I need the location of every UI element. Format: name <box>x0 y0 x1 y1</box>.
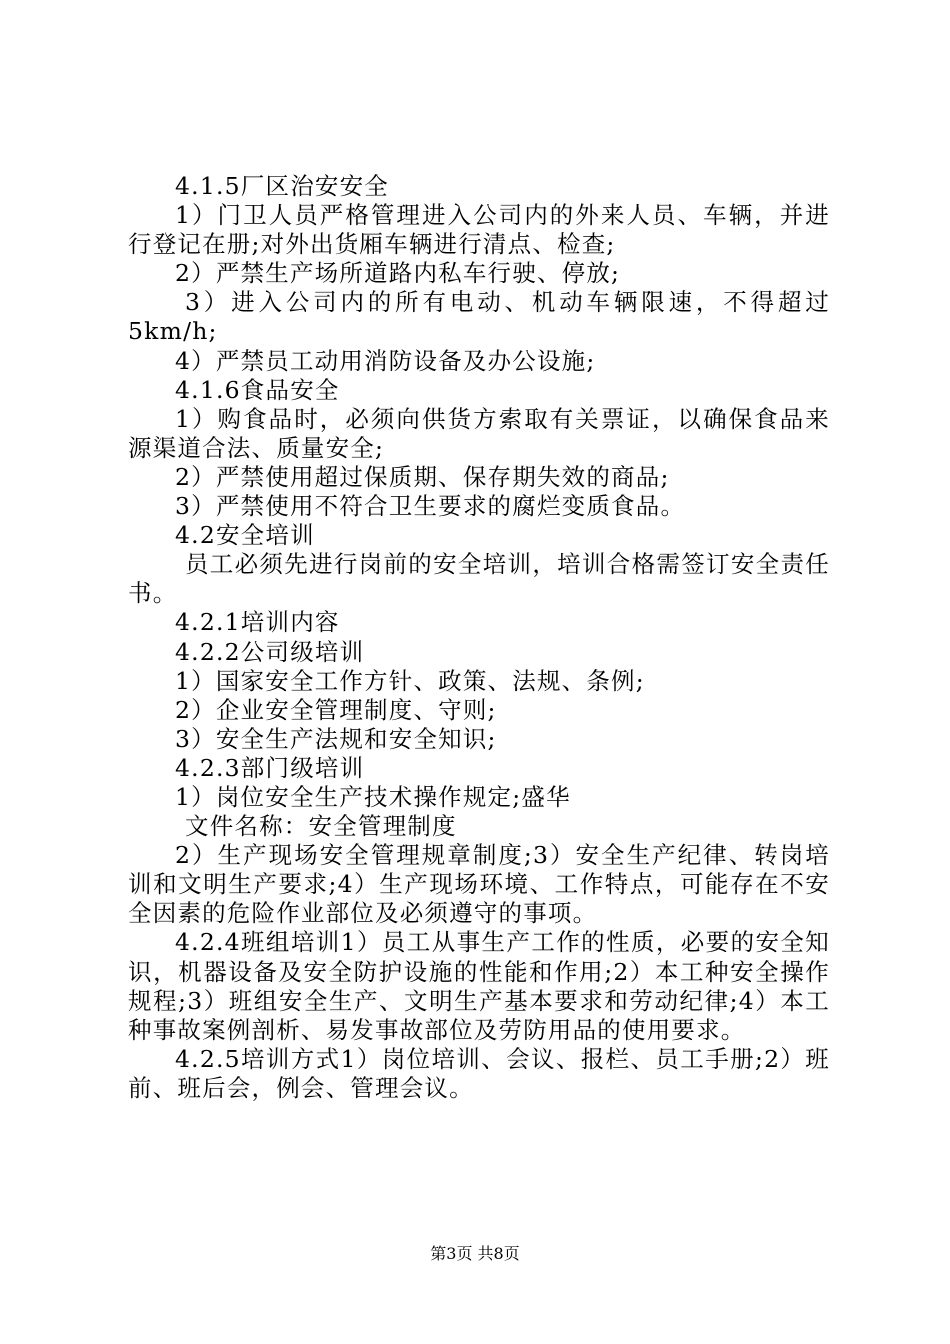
section-heading: 4.2.2公司级培训 <box>175 637 365 666</box>
paragraph: 4.2.5培训方式1）岗位培训、会议、报栏、员工手册;2）班前、班后会，例会、管理会议。 <box>128 1044 830 1102</box>
paragraph: 2）严禁生产场所道路内私车行驶、停放; <box>175 259 621 288</box>
paragraph: 3）进入公司内的所有电动、机动车辆限速，不得超过5km/h; <box>128 288 830 346</box>
paragraph: 1）国家安全工作方针、政策、法规、条例; <box>175 666 645 695</box>
paragraph: 2）严禁使用超过保质期、保存期失效的商品; <box>175 462 670 491</box>
paragraph: 1）购食品时，必须向供货方索取有关票证，以确保食品来源渠道合法、质量安全; <box>128 404 830 462</box>
paragraph: 3）安全生产法规和安全知识; <box>175 724 497 753</box>
document-body <box>128 172 830 1103</box>
paragraph: 3）严禁使用不符合卫生要求的腐烂变质食品。 <box>175 492 686 521</box>
paragraph: 4）严禁员工动用消防设备及办公设施; <box>175 346 596 375</box>
section-heading: 4.1.5厂区治安安全 <box>175 172 389 200</box>
paragraph: 2）生产现场安全管理规章制度;3）安全生产纪律、转岗培训和文明生产要求;4）生产现场环境、工作特点，可能存在不安全因素的危险作业部位及必须遵守的事项。 <box>128 841 830 928</box>
page-number: 第3页 共8页 <box>430 1244 520 1263</box>
section-heading: 4.2.1培训内容 <box>175 608 340 637</box>
paragraph: 2）企业安全管理制度、守则; <box>175 695 497 724</box>
paragraph: 1）岗位安全生产技术操作规定;盛华 <box>175 782 571 811</box>
paragraph: 员工必须先进行岗前的安全培训，培训合格需签订安全责任书。 <box>128 550 830 608</box>
section-heading: 4.2安全培训 <box>175 521 315 550</box>
paragraph: 1）门卫人员严格管理进入公司内的外来人员、车辆，并进行登记在册;对外出货厢车辆进行清点、检查; <box>128 201 830 259</box>
paragraph: 文件名称：安全管理制度 <box>185 812 457 841</box>
section-heading: 4.1.6食品安全 <box>175 375 340 404</box>
section-heading: 4.2.3部门级培训 <box>175 753 365 782</box>
page-footer <box>0 1244 950 1264</box>
paragraph: 4.2.4班组培训1）员工从事生产工作的性质，必要的安全知识，机器设备及安全防护设施的性能和作用;2）本工种安全操作规程;3）班组安全生产、文明生产基本要求和劳动纪律;4）本工种事故案例剖析、易发事故部位及劳防用品的使用要求。 <box>128 928 830 1044</box>
